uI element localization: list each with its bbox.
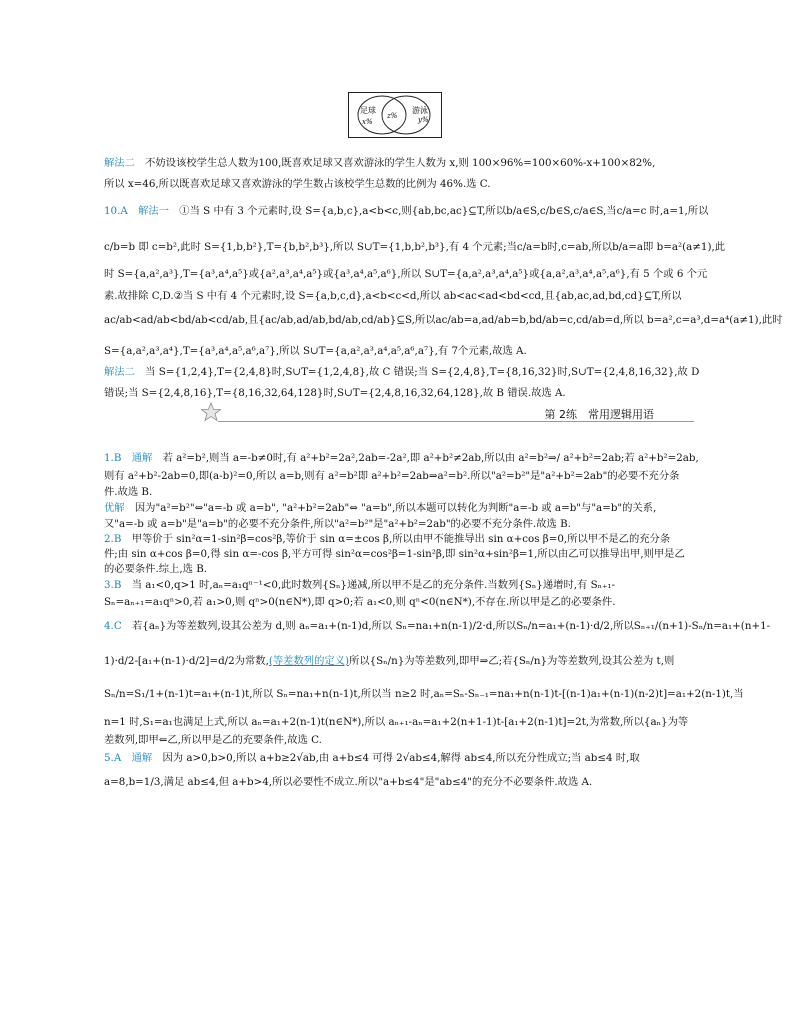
text-span: 件.故选 B.	[104, 486, 153, 498]
text-line	[104, 470, 696, 482]
highlight-label: 5.A	[104, 752, 122, 764]
text-line	[104, 533, 696, 545]
highlight-label: 4.C	[104, 620, 122, 632]
venn-left-set: 足球	[360, 106, 376, 115]
text-span: 则有 a²+b²-2ab=0,即(a-b)²=0,所以 a=b,则有 a²=b²即 a²+b²=2ab⇒a²=b².所以"a²=b²"是"a²+b²=2ab"的必要不充分条	[104, 470, 680, 482]
highlight-label: 3.B	[104, 579, 122, 591]
highlight-label: 10.A	[104, 205, 128, 217]
text-span: 甲等价于 sin²α=1-sin²β=cos²β,等价于 sin α=±cos β,所以由甲不能推导出 sin α+cos β=0,所以甲不是乙的充分条	[121, 533, 671, 545]
text-span: 1)·d/2-[a₁+(n-1)·d/2]=d/2为常数,	[104, 655, 269, 667]
text-line	[104, 241, 726, 253]
text-line	[104, 655, 696, 667]
text-line	[104, 716, 696, 728]
text-line	[104, 548, 696, 560]
text-line	[104, 387, 696, 399]
venn-center-value: z%	[387, 112, 398, 120]
venn-left-value: x%	[362, 118, 373, 126]
text-line	[104, 178, 696, 190]
text-line	[104, 734, 696, 746]
text-span: ①当 S 中有 3 个元素时,设 S={a,b,c},a<b<c,则{ab,bc,ac}⊆T,所以b/a∈S,c/b∈S,c/a∈S,当c/a=c 时,a=1,所以	[169, 205, 709, 217]
text-line	[104, 596, 696, 608]
highlight-label: 通解	[131, 752, 153, 764]
text-line	[104, 776, 696, 788]
text-line	[104, 205, 709, 217]
text-line	[104, 345, 696, 357]
text-span	[128, 205, 138, 217]
text-span: 又"a=-b 或 a=b"是"a=b"的必要不充分条件,所以"a²=b²"是"a²+b²=2ab"的必要不充分条件.故选 B.	[104, 518, 571, 530]
text-line	[104, 314, 783, 326]
venn-svg	[348, 92, 442, 138]
text-span: 件;由 sin α+cos β=0,得 sin α=-cos β,平方可得 sin²α=cos²β=1-sin²β,即 sin²α+sin²β=1,所以由乙可以推导出甲,则甲是乙	[104, 548, 685, 560]
text-span: a=8,b=1/3,满足 ab≤4,但 a+b>4,所以必要性不成立.所以"a+b≤4"是"ab≤4"的充分不必要条件.故选 A.	[104, 776, 593, 788]
text-line	[104, 752, 696, 764]
text-span: 因为 a>0,b>0,所以 a+b≥2√ab,由 a+b≤4 可得 2√ab≤4,解得 ab≤4,所以充分性成立;当 ab≤4 时,取	[152, 752, 640, 764]
text-span: 所以{Sₙ/n}为等差数列,即甲⇒乙;若{Sₙ/n}为等差数列,设其公差为 t,则	[348, 655, 675, 667]
text-span: 若{aₙ}为等差数列,设其公差为 d,则 aₙ=a₁+(n-1)d,所以 Sₙ=na₁+n(n-1)/2·d,所以Sₙ/n=a₁+(n-1)·d/2,所以Sₙ₊₁/(n+1)-Sₙ/n=a₁+(n+1-	[121, 620, 771, 632]
star-icon	[200, 402, 222, 422]
text-line	[104, 452, 699, 464]
text-line	[104, 620, 771, 632]
text-span: Sₙ=aₙ₊₁=a₁qⁿ>0,若 a₁>0,则 qⁿ>0(n∈N*),即 q>0;若 a₁<0,则 qⁿ<0(n∈N*),不存在.所以甲是乙的必要条件.	[104, 596, 616, 608]
text-span: c/b=b 即 c=b²,此时 S={1,b,b²},T={b,b²,b³},所以 S∪T={1,b,b²,b³},有 4 个元素;当c/a=b时,c=ab,所以b/a=a即 b=a²(a≠1),此	[104, 241, 726, 253]
text-span: 时 S={a,a²,a³},T={a³,a⁴,a⁵}或{a²,a³,a⁴,a⁵}或{a³,a⁴,a⁵,a⁶},所以 S∪T={a,a²,a³,a⁴,a⁵}或{a,a²,a³,a⁴,a⁵,a⁶},有 5 个或 6 个元	[104, 268, 708, 280]
section-title: 第 2练 常用逻辑用语	[544, 408, 654, 421]
venn-diagram	[348, 92, 442, 138]
text-line	[104, 688, 744, 700]
venn-right-value: y%	[418, 116, 429, 124]
highlight-label: 解法一	[138, 205, 169, 217]
text-span: 错误;当 S={2,4,8,16},T={8,16,32,64,128}时,S∪T={2,4,8,16,32,64,128},故 B 错误.故选 A.	[104, 387, 566, 399]
text-span: 因为"a²=b²"⇔"a=-b 或 a=b", "a²+b²=2ab"⇔ "a=b",所以本题可以转化为判断"a=-b 或 a=b"与"a=b"的关系,	[124, 502, 657, 514]
text-span: 不妨设该校学生总人数为100,既喜欢足球又喜欢游泳的学生人数为 x,则 100×96%=100×60%-x+100×82%,	[134, 157, 656, 169]
text-span: 的必要条件.综上,选 B.	[104, 563, 208, 575]
section-header	[200, 404, 694, 422]
venn-right-set: 游泳	[412, 106, 428, 115]
text-span	[121, 452, 131, 464]
text-span: 素.故排除 C,D.②当 S 中有 4 个元素时,设 S={a,b,c,d},a<b<c<d,所以 ab<ac<ad<bd<cd,且{ab,ac,ad,bd,cd}⊆T,所以	[104, 290, 682, 302]
text-line	[104, 518, 696, 530]
text-span: S={a,a²,a³,a⁴},T={a³,a⁴,a⁵,a⁶,a⁷},所以 S∪T={a,a²,a³,a⁴,a⁵,a⁶,a⁷},有 7个元素,故选 A.	[104, 345, 527, 357]
highlight-label: (等差数列的定义)	[268, 655, 349, 667]
text-span: 所以 x=46,所以既喜欢足球又喜欢游泳的学生数占该校学生总数的比例为 46%.选 C.	[104, 178, 491, 190]
text-line	[104, 290, 696, 302]
text-line	[104, 579, 696, 591]
highlight-label: 解法二	[104, 157, 135, 169]
text-span: 若 a²=b²,则当 a=-b≠0时,有 a²+b²=2a²,2ab=-2a²,即 a²+b²≠2ab,所以由 a²=b²⇒/ a²+b²=2ab;若 a²+b²=2ab,	[152, 452, 699, 464]
text-span: 差数列,即甲⇐乙,所以甲是乙的充要条件,故选 C.	[104, 734, 322, 746]
highlight-label: 解法二	[104, 366, 135, 378]
text-span: 当 S={1,2,4},T={2,4,8}时,S∪T={1,2,4,8},故 C 错误;当 S={2,4,8},T={8,16,32}时,S∪T={2,4,8,16,32},故 D	[134, 366, 700, 378]
text-line	[104, 502, 696, 514]
text-line	[104, 268, 708, 280]
text-span: n=1 时,S₁=a₁也满足上式,所以 aₙ=a₁+2(n-1)t(n∈N*),所以 aₙ₊₁-aₙ=a₁+2(n+1-1)t-[a₁+2(n-1)t]=2t,为常数,所以{aₙ}为等	[104, 716, 689, 728]
text-span	[121, 752, 131, 764]
text-span: ac/ab<ad/ab<bd/ab<cd/ab,且{ac/ab,ad/ab,bd/ab,cd/ab}⊆S,所以ac/ab=a,ad/ab=b,bd/ab=c,cd/ab=d,所以 b=a²,c=a³,d=a⁴(a≠1),此时	[104, 314, 783, 326]
text-line	[104, 157, 696, 169]
text-line	[104, 366, 700, 378]
highlight-label: 通解	[131, 452, 153, 464]
text-span: 当 a₁<0,q>1 时,aₙ=a₁qⁿ⁻¹<0,此时数列{Sₙ}递减,所以甲不是乙的充分条件.当数列{Sₙ}递增时,有 Sₙ₊₁-	[121, 579, 616, 591]
highlight-label: 2.B	[104, 533, 122, 545]
highlight-label: 优解	[104, 502, 125, 514]
text-span: Sₙ/n=S₁/1+(n-1)t=a₁+(n-1)t,所以 Sₙ=na₁+n(n-1)t,所以当 n≥2 时,aₙ=Sₙ-Sₙ₋₁=na₁+n(n-1)t-[(n-1)a₁+(n-1)(n-2)t]=a₁+2(n-1)t,当	[104, 688, 744, 700]
text-line	[104, 563, 696, 575]
text-line	[104, 486, 696, 498]
highlight-label: 1.B	[104, 452, 122, 464]
